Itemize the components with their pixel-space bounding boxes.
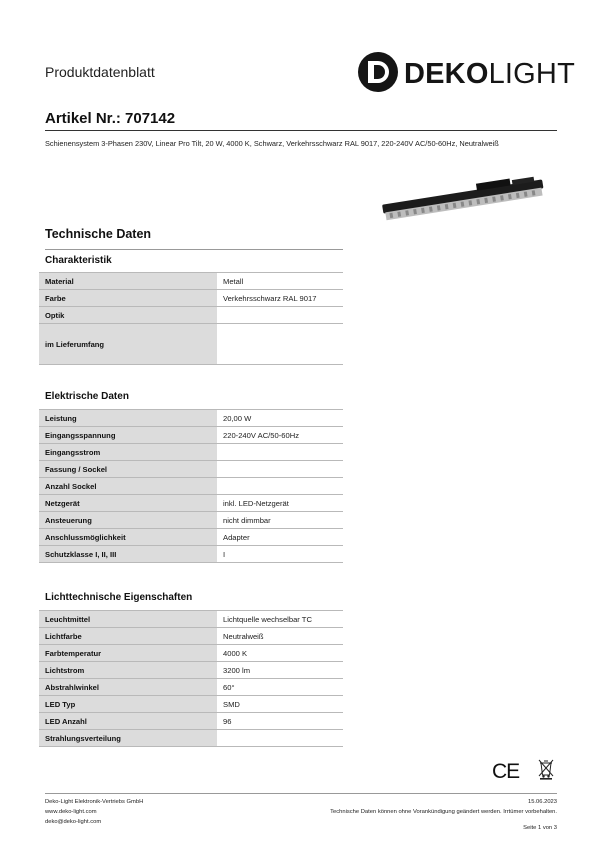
row-value: SMD	[217, 696, 343, 713]
row-key: Eingangsspannung	[39, 427, 217, 444]
group-title-charakteristik: Charakteristik	[45, 255, 112, 266]
row-key: Anzahl Sockel	[39, 478, 217, 495]
spec-table-charakteristik	[39, 272, 343, 365]
table-row	[39, 645, 343, 662]
row-key: Farbtemperatur	[39, 645, 217, 662]
table-row	[39, 495, 343, 512]
row-value	[217, 730, 343, 747]
row-value	[217, 478, 343, 495]
brand-logo	[357, 51, 575, 95]
logo-wordmark: DEKOLIGHT	[404, 58, 575, 90]
row-value: inkl. LED-Netzgerät	[217, 495, 343, 512]
row-key: LED Anzahl	[39, 713, 217, 730]
row-key: Leistung	[39, 410, 217, 427]
row-key: Optik	[39, 307, 217, 324]
footer-date: 15.06.2023	[527, 799, 557, 805]
header-divider	[45, 130, 557, 131]
row-key: Leuchtmittel	[39, 611, 217, 628]
table-row	[39, 611, 343, 628]
weee-bin-icon	[537, 758, 555, 780]
table-row	[39, 307, 343, 324]
row-key: Fassung / Sockel	[39, 461, 217, 478]
table-row	[39, 324, 343, 365]
row-key: Abstrahlwinkel	[39, 679, 217, 696]
row-key: Ansteuerung	[39, 512, 217, 529]
ce-mark-icon: CE	[492, 760, 520, 783]
row-value: 60°	[217, 679, 343, 696]
group-title-lichttechnische-eigenschaften: Lichttechnische Eigenschaften	[45, 592, 193, 603]
row-value: Adapter	[217, 529, 343, 546]
footer-company: Deko-Light Elektronik-Vertriebs GmbH	[45, 799, 144, 805]
row-value: Verkehrsschwarz RAL 9017	[217, 290, 343, 307]
row-key: Material	[39, 273, 217, 290]
row-value: Lichtquelle wechselbar TC	[217, 611, 343, 628]
table-row	[39, 730, 343, 747]
row-key: Schutzklasse I, II, III	[39, 546, 217, 563]
row-key: Lichtfarbe	[39, 628, 217, 645]
footer-website[interactable]: www.deko-light.com	[45, 809, 97, 815]
document-type: Produktdatenblatt	[45, 64, 155, 80]
table-row	[39, 696, 343, 713]
table-row	[39, 546, 343, 563]
table-row	[39, 478, 343, 495]
row-value: 20,00 W	[217, 410, 343, 427]
section-divider	[45, 249, 343, 250]
row-key: Anschlussmöglichkeit	[39, 529, 217, 546]
footer-disclaimer: Technische Daten können ohne Vorankündigung geändert werden. Irrtümer vorbehalten.	[330, 809, 557, 815]
section-title: Technische Daten	[45, 227, 152, 241]
row-value: Metall	[217, 273, 343, 290]
row-value	[217, 461, 343, 478]
row-value: 3200 lm	[217, 662, 343, 679]
footer-email[interactable]: deko@deko-light.com	[45, 819, 102, 825]
table-row	[39, 512, 343, 529]
row-key: LED Typ	[39, 696, 217, 713]
table-row	[39, 461, 343, 478]
table-row	[39, 410, 343, 427]
row-key: Eingangsstrom	[39, 444, 217, 461]
row-value	[217, 307, 343, 324]
footer-divider	[45, 793, 557, 794]
table-row	[39, 529, 343, 546]
table-row	[39, 427, 343, 444]
article-number: Artikel Nr.: 707142	[45, 110, 176, 127]
table-row	[39, 662, 343, 679]
row-key: Farbe	[39, 290, 217, 307]
spec-table-elektrische-daten	[39, 409, 343, 563]
row-value: Neutralweiß	[217, 628, 343, 645]
product-image	[378, 172, 548, 224]
table-row	[39, 290, 343, 307]
table-row	[39, 628, 343, 645]
row-value	[217, 444, 343, 461]
row-key: Strahlungsverteilung	[39, 730, 217, 747]
product-description: Schienensystem 3-Phasen 230V, Linear Pro Tilt, 20 W, 4000 K, Schwarz, Verkehrsschwarz RAL 9017, 220-240V AC/50-60Hz, Neutralweiß	[45, 139, 499, 148]
table-row	[39, 273, 343, 290]
group-title-elektrische-daten: Elektrische Daten	[45, 391, 129, 402]
row-key: Netzgerät	[39, 495, 217, 512]
row-value: 96	[217, 713, 343, 730]
table-row	[39, 444, 343, 461]
row-key: im Lieferumfang	[39, 324, 217, 365]
footer-page-number: Seite 1 von 3	[523, 825, 557, 831]
table-row	[39, 679, 343, 696]
table-row	[39, 713, 343, 730]
row-value	[217, 324, 343, 365]
row-value: 220-240V AC/50-60Hz	[217, 427, 343, 444]
logo-mark-icon	[357, 51, 399, 93]
spec-table-lichttechnische-eigenschaften	[39, 610, 343, 747]
row-key: Lichtstrom	[39, 662, 217, 679]
row-value: 4000 K	[217, 645, 343, 662]
row-value: nicht dimmbar	[217, 512, 343, 529]
row-value: I	[217, 546, 343, 563]
